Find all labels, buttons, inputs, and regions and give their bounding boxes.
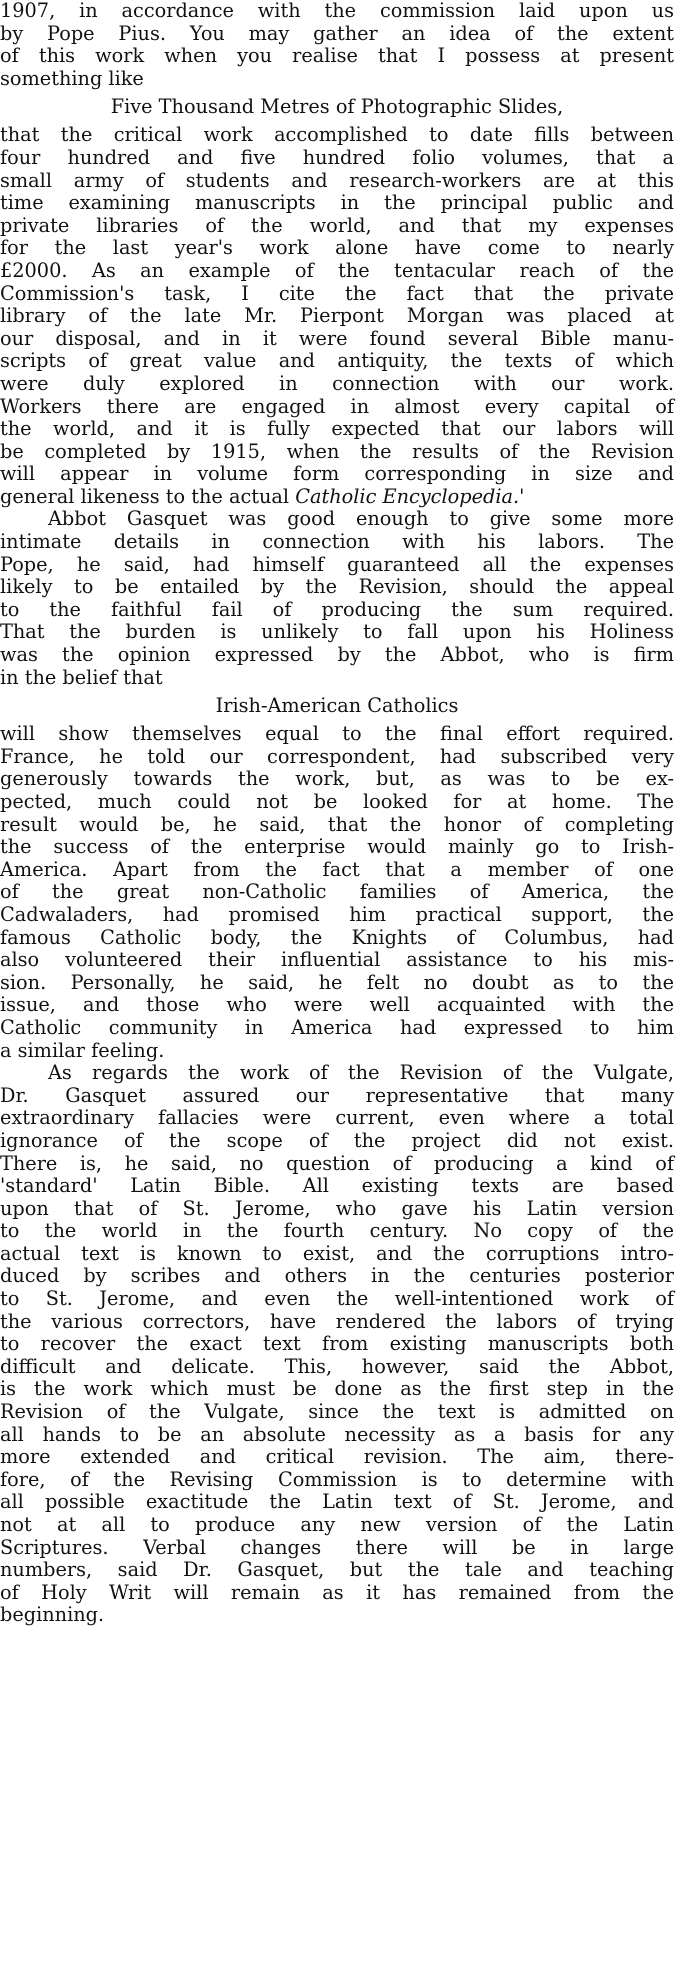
- text-line: Catholic community in America had expressed to him: [0, 1015, 674, 1039]
- text-line: result would be, he said, that the honor of completing: [0, 812, 674, 836]
- text-line: for the last year's work alone have come to nearly: [0, 236, 674, 260]
- text-line: not at all to produce any new version of the Latin: [0, 1513, 674, 1536]
- text-line: our disposal, and in it were found several Bible manu-: [0, 326, 674, 350]
- text-line: sion. Personally, he said, he felt no doubt as to the: [0, 970, 674, 994]
- text-line: Scriptures. Verbal changes there will be in large: [0, 1535, 674, 1559]
- text-line: in the belief that: [0, 665, 163, 689]
- section-heading-irish-american: Irish-American Catholics: [215, 694, 459, 718]
- closing-quote: ': [519, 484, 525, 508]
- text-line: to the faithful fail of producing the sum required.: [0, 597, 674, 621]
- text-line: upon that of St. Jerome, who gave his Latin version: [0, 1196, 674, 1220]
- text-line: is the work which must be done as the first step in the: [0, 1377, 674, 1401]
- text-line: issue, and those who were well acquainted with the: [0, 993, 674, 1017]
- text-line: private libraries of the world, and that my expenses: [0, 213, 674, 237]
- text-line: actual text is known to exist, and the corruptions intro-: [0, 1241, 674, 1265]
- text-line: the success of the enterprise would mainly go to Irish-: [0, 835, 674, 859]
- text-line: Commission's task, I cite the fact that the private: [0, 281, 674, 305]
- text-line: the world, and it is fully expected that our labors will: [0, 417, 674, 441]
- text-line: That the burden is unlikely to fall upon his Holiness: [0, 620, 674, 644]
- text-line: 'standard' Latin Bible. All existing texts are based: [0, 1174, 674, 1198]
- text-line: to recover the exact text from existing manuscripts both: [0, 1332, 674, 1356]
- text-line: 1907, in accordance with the commission laid upon us: [0, 0, 674, 22]
- text-line: ignorance of the scope of the project did not exist.: [0, 1128, 674, 1152]
- text-line: Revision of the Vulgate, since the text is admitted on: [0, 1400, 674, 1424]
- text-line: time examining manuscripts in the principal public and: [0, 191, 674, 215]
- paragraph-3: [0, 508, 674, 689]
- text-line: be completed by 1915, when the results of the Revision: [0, 439, 674, 463]
- text-line: also volunteered their influential assistance to his mis-: [0, 948, 674, 972]
- text-line: all hands to be an absolute necessity as a basis for any: [0, 1422, 674, 1446]
- paragraph-2: [0, 124, 674, 508]
- text-line: As regards the work of the Revision of the Vulgate,: [48, 1061, 674, 1085]
- paragraph-1: [0, 0, 674, 90]
- text-line: Dr. Gasquet assured our representative that many: [0, 1083, 674, 1107]
- text-line: that the critical work accomplished to date fills between: [0, 123, 674, 147]
- text-line: will appear in volume form corresponding in size and: [0, 462, 674, 486]
- text-line: America. Apart from the fact that a member of one: [0, 857, 674, 881]
- text-line: France, he told our correspondent, had subscribed very: [0, 744, 674, 768]
- text-line: all possible exactitude the Latin text of St. Jerome, and: [0, 1490, 674, 1514]
- text-line: library of the late Mr. Pierpont Morgan was placed at: [0, 304, 674, 328]
- text-line: were duly explored in connection with our work.: [0, 371, 674, 395]
- text-line: something like: [0, 66, 144, 90]
- paragraph-4: [0, 723, 674, 1062]
- text-line: fore, of the Revising Commission is to determine with: [0, 1467, 674, 1491]
- text-line: of Holy Writ will remain as it has remained from the: [0, 1580, 674, 1604]
- text-line-encyclopedia: [0, 486, 674, 509]
- text-line: extraordinary fallacies were current, even where a total: [0, 1106, 674, 1130]
- text-line: duced by scribes and others in the centuries posterior: [0, 1264, 674, 1288]
- text-line: There is, he said, no question of producing a kind of: [0, 1151, 674, 1175]
- paragraph-5: [0, 1062, 674, 1627]
- italic-title: Catholic Encyclopedia.: [295, 484, 520, 508]
- text-line: £2000. As an example of the tentacular reach of the: [0, 258, 674, 282]
- text-line: was the opinion expressed by the Abbot, who is firm: [0, 643, 674, 667]
- text-fragment: general likeness to the actual: [0, 484, 296, 508]
- text-line: the various correctors, have rendered the labors of trying: [0, 1309, 674, 1333]
- text-line: beginning.: [0, 1603, 105, 1627]
- text-line: to St. Jerome, and even the well-intentioned work of: [0, 1287, 674, 1311]
- text-line: pected, much could not be looked for at home. The: [0, 790, 674, 813]
- text-line: intimate details in connection with his labors. The: [0, 530, 674, 554]
- text-line: by Pope Pius. You may gather an idea of the extent: [0, 21, 674, 45]
- text-line: numbers, said Dr. Gasquet, but the tale and teaching: [0, 1558, 674, 1582]
- text-line: more extended and critical revision. The aim, there-: [0, 1445, 674, 1469]
- text-line: famous Catholic body, the Knights of Columbus, had: [0, 925, 674, 949]
- text-line: to the world in the fourth century. No copy of the: [0, 1219, 674, 1243]
- text-line: four hundred and five hundred folio volumes, that a: [0, 145, 674, 169]
- text-line: small army of students and research-workers are at this: [0, 168, 674, 192]
- text-line: will show themselves equal to the final effort required.: [0, 722, 674, 746]
- text-line: generously towards the work, but, as was to be ex-: [0, 767, 674, 791]
- text-line: Workers there are engaged in almost every capital of: [0, 394, 674, 418]
- text-line: scripts of great value and antiquity, the texts of which: [0, 349, 674, 373]
- text-line: a similar feeling.: [0, 1038, 165, 1062]
- text-line: Abbot Gasquet was good enough to give some more: [48, 507, 674, 531]
- text-line: Pope, he said, had himself guaranteed all the expenses: [0, 552, 674, 576]
- text-line: of this work when you realise that I possess at present: [0, 44, 674, 68]
- text-line: difficult and delicate. This, however, said the Abbot,: [0, 1354, 674, 1378]
- text-line: of the great non-Catholic families of America, the: [0, 880, 674, 904]
- text-line: likely to be entailed by the Revision, should the appeal: [0, 575, 674, 599]
- section-heading-slides: Five Thousand Metres of Photographic Slides,: [110, 95, 564, 119]
- text-line: Cadwaladers, had promised him practical support, the: [0, 902, 674, 926]
